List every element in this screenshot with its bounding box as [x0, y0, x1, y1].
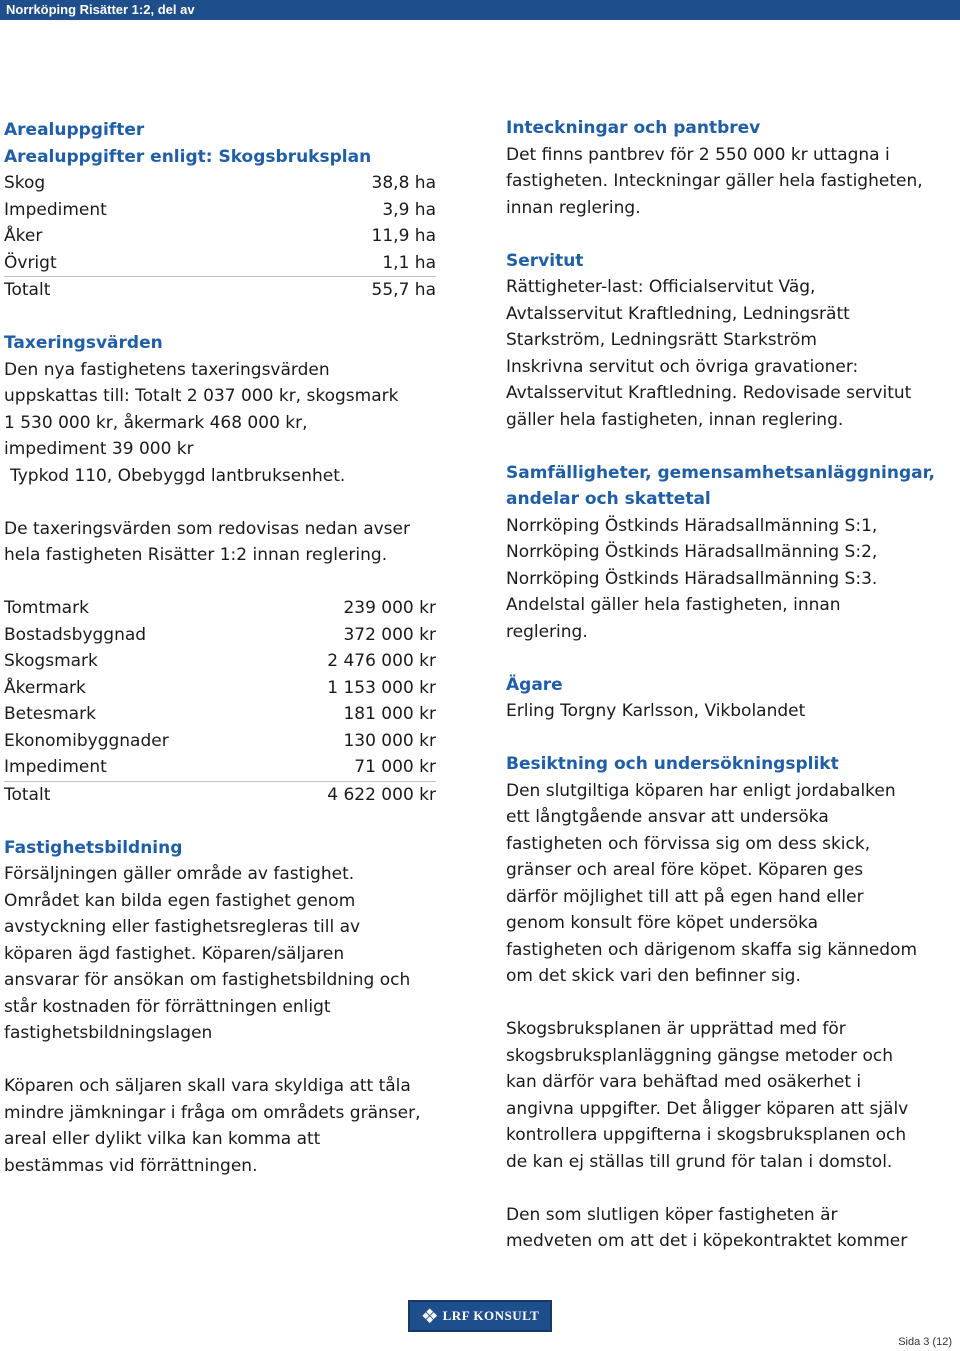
- besiktning-line: gränser och areal före köpet. Köparen ges: [506, 860, 864, 880]
- row-label: Skogsmark: [4, 651, 98, 671]
- taxering-note-line: De taxeringsvärden som redovisas nedan avser: [4, 518, 410, 539]
- row-value: 55,7 ha: [371, 280, 436, 300]
- besiktning-line: genom konsult före köpet undersöka: [506, 913, 819, 933]
- row-label: Totalt: [4, 784, 51, 805]
- row-value: 181 000 kr: [343, 704, 436, 724]
- besiktning-line: fastigheten och förvissa sig om dess skick,: [506, 833, 871, 854]
- fastighetsbildning-line: Försäljningen gäller område av fastighet.: [4, 864, 355, 884]
- row-label: Totalt: [4, 280, 51, 300]
- besiktning-line: kan därför vara behäftad med osäkerhet i: [506, 1072, 862, 1092]
- table-row: [4, 595, 436, 622]
- table-row: [4, 701, 436, 728]
- right-column: [506, 115, 946, 1255]
- row-value: 130 000 kr: [343, 730, 436, 751]
- samfalligheter-line: reglering.: [506, 621, 588, 642]
- samfalligheter-heading: andelar och skattetal: [506, 489, 711, 509]
- header-bar: [0, 0, 960, 20]
- row-label: Åkermark: [4, 677, 86, 698]
- besiktning-line: angivna uppgifter. Det åligger köparen att själv: [506, 1098, 909, 1119]
- taxering-line: impediment 39 000 kr: [4, 439, 194, 459]
- typkod-line: Typkod 110, Obebyggd lantbruksenhet.: [10, 465, 346, 486]
- row-value: 2 476 000 kr: [327, 651, 436, 671]
- row-label: Betesmark: [4, 704, 96, 724]
- table-row: [4, 250, 436, 277]
- table-row: [4, 223, 436, 250]
- fastighetsbildning-line: Området kan bilda egen fastighet genom: [4, 890, 356, 911]
- samfalligheter-heading: Samfälligheter, gemensamhetsanläggningar,: [506, 462, 935, 483]
- table-row: [4, 197, 436, 224]
- row-value: 1,1 ha: [382, 252, 436, 273]
- logo-text: LRF KONSULT: [442, 1308, 540, 1323]
- taxering-line: 1 530 000 kr, åkermark 468 000 kr,: [4, 412, 308, 433]
- row-value: 3,9 ha: [382, 199, 436, 220]
- row-value: 71 000 kr: [354, 757, 436, 777]
- inteckningar-heading: Inteckningar och pantbrev: [506, 118, 761, 138]
- servitut-heading: Servitut: [506, 250, 584, 271]
- row-label: Bostadsbyggnad: [4, 624, 147, 645]
- samfalligheter-line: Norrköping Östkinds Häradsallmänning S:1,: [506, 515, 878, 536]
- row-label: Impediment: [4, 757, 107, 777]
- row-label: Impediment: [4, 199, 107, 220]
- row-label: Åker: [4, 226, 43, 246]
- table-row: [4, 622, 436, 649]
- fastighetsbildning-line: avstyckning eller fastighetsregleras till av: [4, 917, 361, 937]
- row-value: 1 153 000 kr: [327, 677, 436, 698]
- total-row: [4, 276, 436, 304]
- fastighetsbildning-line: köparen ägd fastighet. Köparen/säljaren: [4, 943, 345, 964]
- agare-heading: Ägare: [506, 674, 563, 695]
- taxering-line: uppskattas till: Totalt 2 037 000 kr, skogsmark: [4, 386, 399, 406]
- besiktning-line: de kan ej ställas till grund för talan i domstol.: [506, 1151, 893, 1172]
- fastighetsbildning-line: står kostnaden för förrättningen enligt: [4, 996, 331, 1017]
- fastighetsbildning-line: Köparen och säljaren skall vara skyldiga att tåla: [4, 1076, 411, 1096]
- areal-heading: Arealuppgifter: [4, 120, 145, 140]
- besiktning-line: Den som slutligen köper fastigheten är: [506, 1204, 838, 1225]
- table-row: [4, 648, 436, 675]
- taxering-line: Den nya fastighetens taxeringsvärden: [4, 359, 330, 380]
- samfalligheter-line: Andelstal gäller hela fastigheten, innan: [506, 595, 841, 615]
- row-value: 372 000 kr: [343, 624, 436, 645]
- fastighetsbildning-heading: Fastighetsbildning: [4, 837, 183, 858]
- inteckningar-line: Det finns pantbrev för 2 550 000 kr uttagna i: [506, 144, 890, 165]
- fastighetsbildning-line: fastighetsbildningslagen: [4, 1023, 213, 1043]
- row-label: Ekonomibyggnader: [4, 730, 169, 751]
- row-value: 38,8 ha: [371, 173, 436, 193]
- fastighetsbildning-line: bestämmas vid förrättningen.: [4, 1155, 258, 1176]
- row-label: Övrigt: [4, 252, 57, 273]
- besiktning-line: fastigheten och därigenom skaffa sig kännedom: [506, 939, 918, 960]
- servitut-line: Rättigheter-last: Officialservitut Väg,: [506, 277, 816, 297]
- table-row: [4, 728, 436, 755]
- taxering-heading: Taxeringsvärden: [4, 333, 163, 353]
- besiktning-line: ett långtgående ansvar att undersöka: [506, 807, 829, 827]
- servitut-line: Starkström, Ledningsrätt Starkström: [506, 330, 817, 350]
- servitut-line: Avtalsservitut Kraftledning, Ledningsrätt: [506, 303, 850, 324]
- besiktning-heading: Besiktning och undersökningsplikt: [506, 754, 839, 774]
- taxering-table: [4, 595, 436, 808]
- table-row: [4, 675, 436, 702]
- total-row: [4, 781, 436, 809]
- taxering-note-line: hela fastigheten Risätter 1:2 innan reglering.: [4, 545, 388, 565]
- left-column: [4, 117, 436, 1179]
- row-value: 11,9 ha: [371, 226, 436, 246]
- page-number: Sida 3 (12): [898, 1336, 952, 1348]
- besiktning-line: om det skick vari den befinner sig.: [506, 966, 801, 986]
- samfalligheter-line: Norrköping Östkinds Häradsallmänning S:3.: [506, 568, 878, 589]
- inteckningar-line: innan reglering.: [506, 197, 641, 218]
- row-value: 239 000 kr: [343, 598, 436, 618]
- row-value: 4 622 000 kr: [327, 784, 436, 805]
- servitut-line: gäller hela fastigheten, innan reglering.: [506, 409, 844, 430]
- servitut-line: Inskrivna servitut och övriga gravationer:: [506, 356, 859, 377]
- besiktning-line: kontrollera uppgifterna i skogsbruksplanen och: [506, 1125, 907, 1145]
- areal-subheading: Arealuppgifter enligt: Skogsbruksplan: [4, 146, 372, 167]
- document-title: Norrköping Risätter 1:2, del av: [6, 2, 195, 17]
- clover-icon: ❖: [420, 1304, 439, 1328]
- samfalligheter-line: Norrköping Östkinds Häradsallmänning S:2,: [506, 542, 878, 562]
- agare-line: Erling Torgny Karlsson, Vikbolandet: [506, 701, 806, 721]
- lrf-konsult-logo: [408, 1300, 552, 1332]
- table-row: [4, 754, 436, 781]
- servitut-line: Avtalsservitut Kraftledning. Redovisade servitut: [506, 383, 912, 403]
- fastighetsbildning-line: ansvarar för ansökan om fastighetsbildning och: [4, 970, 411, 990]
- row-label: Skog: [4, 173, 46, 193]
- fastighetsbildning-line: areal eller dylikt vilka kan komma att: [4, 1129, 321, 1149]
- besiktning-line: Den slutgiltiga köparen har enligt jordabalken: [506, 780, 896, 801]
- besiktning-line: Skogsbruksplanen är upprättad med för: [506, 1019, 846, 1039]
- row-label: Tomtmark: [4, 598, 89, 618]
- inteckningar-line: fastigheten. Inteckningar gäller hela fastigheten,: [506, 171, 923, 191]
- table-row: [4, 170, 436, 197]
- areal-table: [4, 170, 436, 304]
- fastighetsbildning-line: mindre jämkningar i fråga om områdets gränser,: [4, 1102, 421, 1123]
- besiktning-line: därför möjlighet till att på egen hand eller: [506, 886, 864, 907]
- besiktning-line: medveten om att det i köpekontraktet kommer: [506, 1231, 908, 1251]
- besiktning-line: skogsbruksplanläggning gängse metoder och: [506, 1045, 894, 1066]
